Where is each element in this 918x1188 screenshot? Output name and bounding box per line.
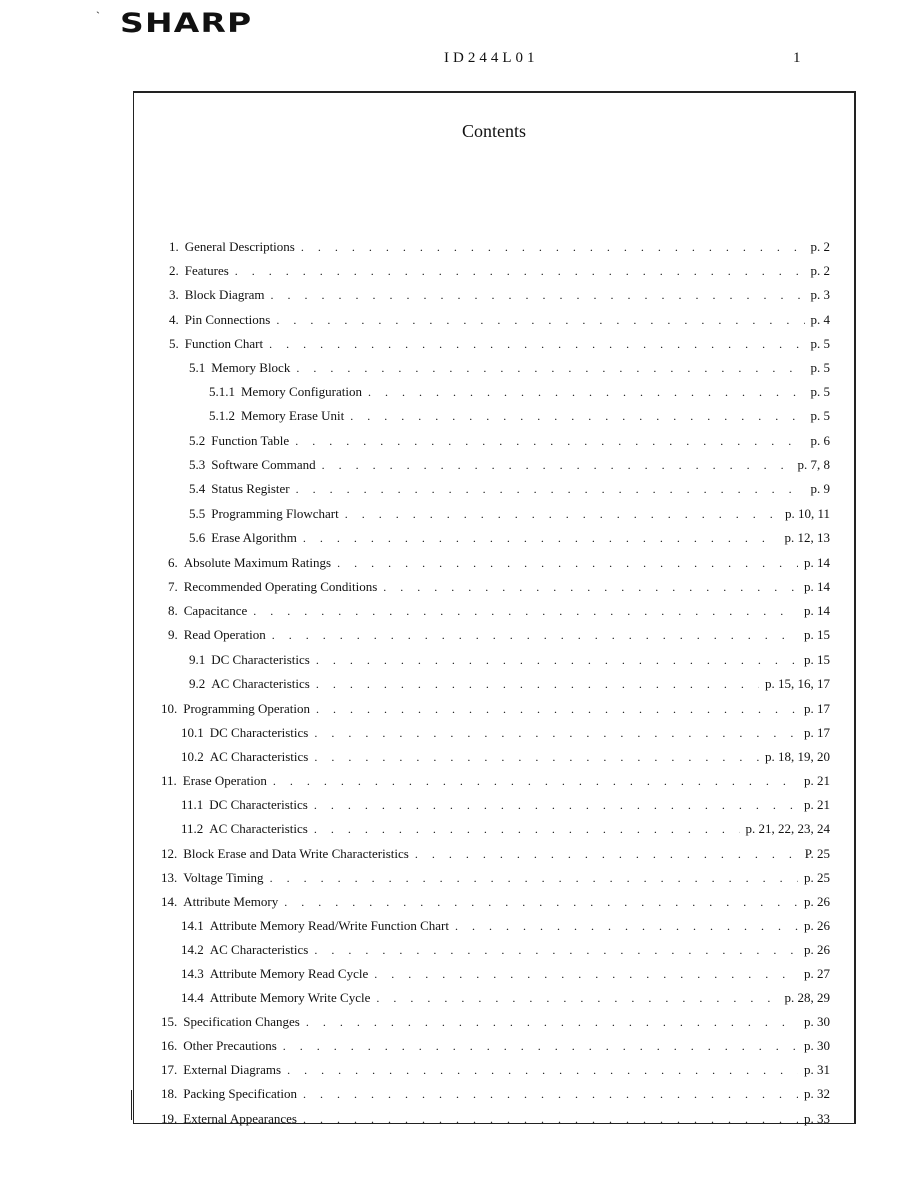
toc-entry-page: p. 5: [810, 360, 830, 375]
toc-entry-page: p. 26: [804, 894, 830, 909]
toc-entry-label: Packing Specification: [183, 1086, 297, 1101]
toc-entry-label: Erase Operation: [182, 773, 267, 788]
toc-entry[interactable]: [168, 577, 830, 597]
dot-leader: [283, 1036, 798, 1056]
toc-entry-number: 2.: [169, 263, 179, 278]
toc-entry-number: 17.: [161, 1062, 178, 1077]
toc-entry-page: p. 5: [810, 408, 830, 423]
toc-entry-label: DC Characteristics: [209, 797, 308, 812]
dot-leader: [303, 1084, 798, 1104]
toc-entry-page: p. 4: [810, 312, 830, 327]
dot-leader: [296, 479, 805, 499]
toc-entry-page: p. 15, 16, 17: [765, 676, 830, 691]
toc-entry-page: p. 30: [804, 1038, 830, 1053]
dot-leader: [368, 382, 805, 402]
toc-entry-page: p. 5: [810, 384, 830, 399]
dot-leader: [314, 940, 798, 960]
toc-entry-page: p. 9: [810, 481, 830, 496]
toc-entry[interactable]: [189, 528, 830, 548]
toc-entry[interactable]: [189, 455, 830, 475]
dot-leader: [272, 625, 798, 645]
toc-entry-label: Other Precautions: [183, 1038, 277, 1053]
toc-entry[interactable]: [209, 382, 830, 402]
toc-entry[interactable]: [168, 625, 830, 645]
dot-leader: [376, 988, 778, 1008]
dot-leader: [383, 577, 798, 597]
toc-entry-number: 13.: [161, 870, 178, 885]
dot-leader: [271, 285, 805, 305]
toc-entry-page: p. 15: [804, 652, 830, 667]
toc-entry-label: Features: [184, 263, 229, 278]
toc-entry[interactable]: [189, 431, 830, 451]
toc-entry-number: 18.: [161, 1086, 178, 1101]
corner-mark: `: [96, 9, 100, 23]
toc-entry-page: p. 5: [810, 336, 830, 351]
toc-entry[interactable]: [168, 601, 830, 621]
toc-entry-number: 9.2: [189, 676, 206, 691]
dot-leader: [295, 431, 804, 451]
toc-entry-label: Recommended Operating Conditions: [183, 579, 378, 594]
toc-entry-page: p. 33: [804, 1111, 830, 1126]
toc-entry-number: 1.: [169, 239, 179, 254]
toc-entry-number: 11.: [161, 773, 177, 788]
toc-entry[interactable]: [181, 747, 830, 767]
company-logo: SHARP: [120, 8, 253, 39]
toc-entry-page: p. 18, 19, 20: [765, 749, 830, 764]
toc-entry-number: 5.2: [189, 433, 206, 448]
dot-leader: [303, 1109, 798, 1129]
toc-entry-page: p. 14: [804, 555, 830, 570]
toc-entry-page: p. 12, 13: [784, 530, 830, 545]
toc-entry-number: 5.4: [189, 481, 206, 496]
toc-entry-label: Specification Changes: [183, 1014, 300, 1029]
dot-leader: [345, 504, 779, 524]
dot-leader: [314, 747, 759, 767]
toc-entry[interactable]: [168, 553, 830, 573]
toc-entry[interactable]: [161, 868, 830, 888]
toc-entry-label: Block Diagram: [184, 287, 265, 302]
toc-entry[interactable]: [181, 916, 830, 936]
toc-entry-number: 11.1: [181, 797, 204, 812]
toc-entry-page: p. 14: [804, 579, 830, 594]
toc-entry-label: AC Characteristics: [209, 942, 309, 957]
toc-entry-label: Software Command: [211, 457, 316, 472]
toc-entry[interactable]: [189, 650, 830, 670]
toc-entry-number: 9.: [168, 627, 178, 642]
dot-leader: [374, 964, 798, 984]
toc-entry[interactable]: [181, 819, 830, 839]
dot-leader: [314, 819, 740, 839]
toc-entry-label: AC Characteristics: [211, 676, 310, 691]
toc-entry-page: p. 21: [804, 797, 830, 812]
toc-entry-page: p. 32: [804, 1086, 830, 1101]
toc-entry[interactable]: [161, 1036, 830, 1056]
toc-entry-label: AC Characteristics: [209, 749, 309, 764]
dot-leader: [253, 601, 798, 621]
page-number: 1: [793, 50, 801, 66]
toc-entry-page: p. 2: [810, 239, 830, 254]
dot-leader: [455, 916, 798, 936]
toc-entry[interactable]: [161, 1109, 830, 1129]
toc-entry-label: Function Table: [211, 433, 290, 448]
dot-leader: [350, 406, 804, 426]
toc-entry-label: External Diagrams: [183, 1062, 282, 1077]
toc-entry-label: Memory Configuration: [241, 384, 362, 399]
toc-entry-label: DC Characteristics: [211, 652, 310, 667]
toc-entry-number: 14.1: [181, 918, 204, 933]
toc-entry-label: Attribute Memory Write Cycle: [209, 990, 371, 1005]
toc-entry-page: p. 7, 8: [797, 457, 830, 472]
toc-entry-number: 16.: [161, 1038, 178, 1053]
dot-leader: [316, 699, 798, 719]
dot-leader: [276, 310, 804, 330]
toc-entry-label: General Descriptions: [184, 239, 295, 254]
toc-entry[interactable]: [189, 479, 830, 499]
toc-entry-number: 8.: [168, 603, 178, 618]
dot-leader: [316, 674, 759, 694]
toc-entry[interactable]: [161, 844, 830, 864]
toc-entry-number: 6.: [168, 555, 178, 570]
toc-entry[interactable]: [181, 795, 830, 815]
toc-entry-label: Absolute Maximum Ratings: [183, 555, 332, 570]
toc-entry[interactable]: [181, 723, 830, 743]
frame-edge: [131, 1090, 132, 1120]
toc-entry-number: 3.: [169, 287, 179, 302]
toc-entry-number: 5.1: [189, 360, 206, 375]
toc-entry-page: p. 25: [804, 870, 830, 885]
toc-entry-label: Attribute Memory Read Cycle: [209, 966, 369, 981]
toc-entry-page: p. 30: [804, 1014, 830, 1029]
toc-entry-page: P. 25: [804, 846, 830, 861]
dot-leader: [316, 650, 798, 670]
toc-entry-page: p. 31: [804, 1062, 830, 1077]
dot-leader: [284, 892, 798, 912]
toc-entry-page: p. 2: [810, 263, 830, 278]
toc-entry-number: 14.4: [181, 990, 204, 1005]
toc-entry[interactable]: [161, 892, 830, 912]
dot-leader: [337, 553, 798, 573]
toc-entry[interactable]: [169, 310, 830, 330]
toc-entry-number: 5.6: [189, 530, 206, 545]
toc-entry[interactable]: [161, 699, 830, 719]
contents-frame: [133, 91, 856, 1124]
toc-entry-page: p. 15: [804, 627, 830, 642]
dot-leader: [287, 1060, 798, 1080]
toc-entry-number: 7.: [168, 579, 178, 594]
dot-leader: [269, 334, 804, 354]
toc-entry-label: Programming Flowchart: [211, 506, 339, 521]
toc-entry-page: p. 17: [804, 725, 830, 740]
toc-entry-number: 10.1: [181, 725, 204, 740]
contents-title: Contents: [461, 121, 526, 141]
toc-entry[interactable]: [181, 940, 830, 960]
toc-entry-number: 10.: [161, 701, 178, 716]
toc-entry[interactable]: [169, 334, 830, 354]
toc-entry-number: 4.: [169, 312, 179, 327]
toc-entry[interactable]: [161, 1060, 830, 1080]
toc-entry[interactable]: [161, 771, 830, 791]
toc-entry-number: 11.2: [181, 821, 204, 836]
dot-leader: [306, 1012, 798, 1032]
toc-entry-label: Programming Operation: [183, 701, 310, 716]
toc-entry[interactable]: [169, 261, 830, 281]
toc-entry-number: 9.1: [189, 652, 206, 667]
toc-entry-number: 14.3: [181, 966, 204, 981]
toc-entry[interactable]: [189, 358, 830, 378]
toc-entry-label: DC Characteristics: [209, 725, 309, 740]
toc-entry[interactable]: [161, 1084, 830, 1104]
toc-entry-label: Pin Connections: [184, 312, 271, 327]
toc-entry-page: p. 21, 22, 23, 24: [745, 821, 830, 836]
toc-entry-number: 5.3: [189, 457, 206, 472]
dot-leader: [235, 261, 805, 281]
toc-entry[interactable]: [189, 674, 830, 694]
toc-entry[interactable]: [181, 988, 830, 1008]
toc-entry-label: Status Register: [211, 481, 290, 496]
toc-entry-label: Capacitance: [183, 603, 248, 618]
toc-entry-label: Voltage Timing: [183, 870, 264, 885]
toc-entry-page: p. 27: [804, 966, 830, 981]
toc-entry-number: 5.: [169, 336, 179, 351]
dot-leader: [270, 868, 798, 888]
toc-entry-number: 10.2: [181, 749, 204, 764]
toc-entry-label: Erase Algorithm: [211, 530, 297, 545]
toc-entry-page: p. 10, 11: [784, 506, 830, 521]
toc-entry-page: p. 28, 29: [784, 990, 830, 1005]
toc-entry-page: p. 26: [804, 942, 830, 957]
dot-leader: [296, 358, 804, 378]
toc-entry-number: 5.5: [189, 506, 206, 521]
dot-leader: [314, 723, 798, 743]
toc-entry-page: p. 26: [804, 918, 830, 933]
dot-leader: [322, 455, 792, 475]
toc-entry[interactable]: [161, 1012, 830, 1032]
toc-entry-label: Memory Block: [211, 360, 291, 375]
toc-entry-page: p. 21: [804, 773, 830, 788]
toc-entry[interactable]: [169, 285, 830, 305]
toc-entry-label: Attribute Memory: [183, 894, 279, 909]
toc-entry-number: 15.: [161, 1014, 178, 1029]
toc-entry-label: Block Erase and Data Write Characteristics: [183, 846, 409, 861]
toc-entry-label: AC Characteristics: [209, 821, 308, 836]
dot-leader: [303, 528, 779, 548]
toc-entry[interactable]: [181, 964, 830, 984]
toc-entry-number: 12.: [161, 846, 178, 861]
dot-leader: [301, 237, 805, 257]
toc-entry-number: 14.2: [181, 942, 204, 957]
toc-entry-label: Memory Erase Unit: [241, 408, 345, 423]
toc-entry-label: External Appearances: [183, 1111, 297, 1126]
toc-entry-number: 14.: [161, 894, 178, 909]
toc-entry-number: 5.1.1: [209, 384, 235, 399]
dot-leader: [314, 795, 798, 815]
toc-entry-label: Attribute Memory Read/Write Function Chart: [209, 918, 449, 933]
toc-entry-number: 19.: [161, 1111, 178, 1126]
dot-leader: [415, 844, 799, 864]
toc-entry-page: p. 14: [804, 603, 830, 618]
toc-entry[interactable]: [209, 406, 830, 426]
toc-entry-label: Function Chart: [184, 336, 264, 351]
toc-entry-number: 5.1.2: [209, 408, 235, 423]
toc-entry-page: p. 3: [810, 287, 830, 302]
toc-entry-page: p. 17: [804, 701, 830, 716]
toc-entry[interactable]: [189, 504, 830, 524]
toc-entry[interactable]: [169, 237, 830, 257]
toc-entry-page: p. 6: [810, 433, 830, 448]
document-id: ID244L01: [444, 50, 539, 66]
dot-leader: [273, 771, 798, 791]
toc-entry-label: Read Operation: [183, 627, 266, 642]
